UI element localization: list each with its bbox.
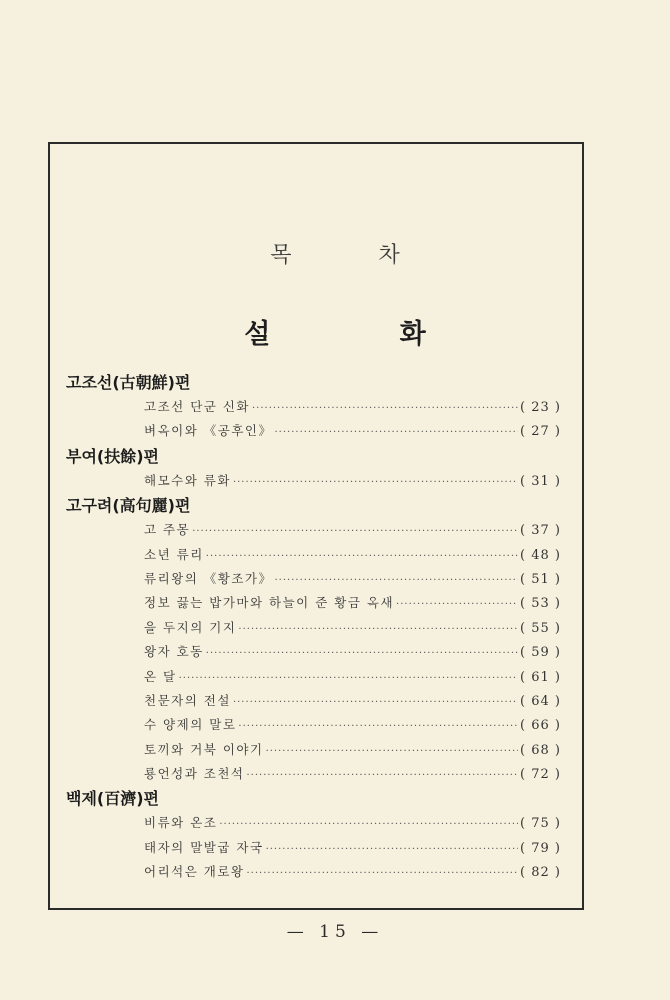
dot-leader (275, 421, 519, 445)
entry-page: ( 61 ) (520, 669, 561, 685)
dot-leader (266, 838, 518, 862)
toc-entry[interactable] (66, 762, 576, 786)
dot-leader (247, 862, 519, 886)
entry-title: 벼옥이와 《공후인》 (144, 423, 273, 439)
entry-page: ( 37 ) (520, 523, 561, 539)
group-heading-buyeo: 부여(扶餘)편 (66, 446, 159, 466)
toc-entry[interactable] (66, 640, 576, 664)
dot-leader (233, 691, 518, 715)
toc-entry[interactable] (66, 860, 576, 884)
entry-page: ( 51 ) (520, 571, 561, 587)
group-heading-gojoseon: 고조선(古朝鮮)편 (66, 373, 191, 392)
dot-leader (238, 715, 518, 739)
toc-entry[interactable] (66, 811, 576, 835)
entry-title: 태자의 말발굽 자국 (144, 839, 264, 855)
entry-title: 온 달 (144, 668, 177, 684)
entry-title: 천문자의 전설 (144, 692, 231, 708)
dot-leader (179, 667, 518, 691)
entry-title: 룡언성과 조천석 (144, 766, 245, 782)
entry-page: ( 66 ) (520, 718, 561, 734)
dot-leader (247, 764, 519, 788)
toc-entry[interactable] (66, 469, 576, 493)
table-of-contents (66, 370, 576, 885)
entry-page: ( 27 ) (520, 424, 561, 440)
group-heading-goguryeo: 고구려(高句麗)편 (66, 496, 191, 516)
dot-leader (206, 545, 518, 569)
entry-page: ( 64 ) (520, 693, 561, 709)
dot-leader (252, 397, 518, 421)
dot-leader (233, 471, 518, 495)
toc-entry[interactable] (66, 616, 576, 640)
entry-page: ( 53 ) (520, 596, 561, 612)
toc-entry[interactable] (66, 836, 576, 860)
dot-leader (219, 813, 518, 837)
entry-title: 토끼와 거북 이야기 (144, 741, 264, 757)
entry-title: 어리석은 개로왕 (144, 864, 245, 880)
toc-entry[interactable] (66, 543, 576, 567)
entry-page: ( 23 ) (520, 400, 561, 415)
entry-page: ( 31 ) (520, 473, 561, 489)
toc-entry[interactable] (66, 518, 576, 542)
entry-title: 정보 끓는 밥가마와 하늘이 준 황금 옥새 (144, 595, 395, 611)
entry-title: 해모수와 류화 (144, 472, 231, 488)
entry-title: 류리왕의 《황조가》 (144, 570, 273, 586)
toc-entry[interactable] (66, 665, 576, 689)
entry-page: ( 79 ) (520, 840, 561, 856)
entry-page: ( 48 ) (520, 547, 561, 563)
entry-page: ( 68 ) (520, 742, 561, 758)
toc-entry[interactable] (66, 395, 576, 419)
toc-entry[interactable] (66, 567, 576, 591)
entry-page: ( 82 ) (520, 865, 561, 881)
section-title: 설 화 (244, 319, 486, 350)
page-number: — 15 — (286, 922, 384, 942)
dot-leader (192, 520, 518, 544)
toc-entry[interactable] (66, 738, 576, 762)
entry-title: 왕자 호동 (144, 644, 204, 660)
entry-page: ( 55 ) (520, 620, 561, 636)
dot-leader (275, 569, 519, 593)
entry-page: ( 72 ) (520, 767, 561, 783)
group-heading-baekje: 백제(百濟)편 (66, 789, 159, 809)
entry-title: 수 양제의 말로 (144, 717, 237, 733)
entry-title: 을 두지의 기지 (144, 619, 237, 635)
entry-title: 고조선 단군 신화 (144, 399, 250, 414)
entry-title: 고 주몽 (144, 522, 191, 538)
toc-entry[interactable] (66, 713, 576, 737)
entry-page: ( 75 ) (520, 816, 561, 832)
entry-title: 소년 류리 (144, 546, 204, 562)
toc-entry[interactable] (66, 689, 576, 713)
dot-leader (206, 642, 518, 666)
toc-entry[interactable] (66, 591, 576, 615)
dot-leader (266, 740, 518, 764)
entry-title: 비류와 온조 (144, 815, 218, 831)
dot-leader (396, 593, 518, 617)
dot-leader (238, 618, 518, 642)
entry-page: ( 59 ) (520, 645, 561, 661)
toc-entry[interactable] (66, 419, 576, 443)
toc-title: 목 차 (270, 243, 440, 268)
